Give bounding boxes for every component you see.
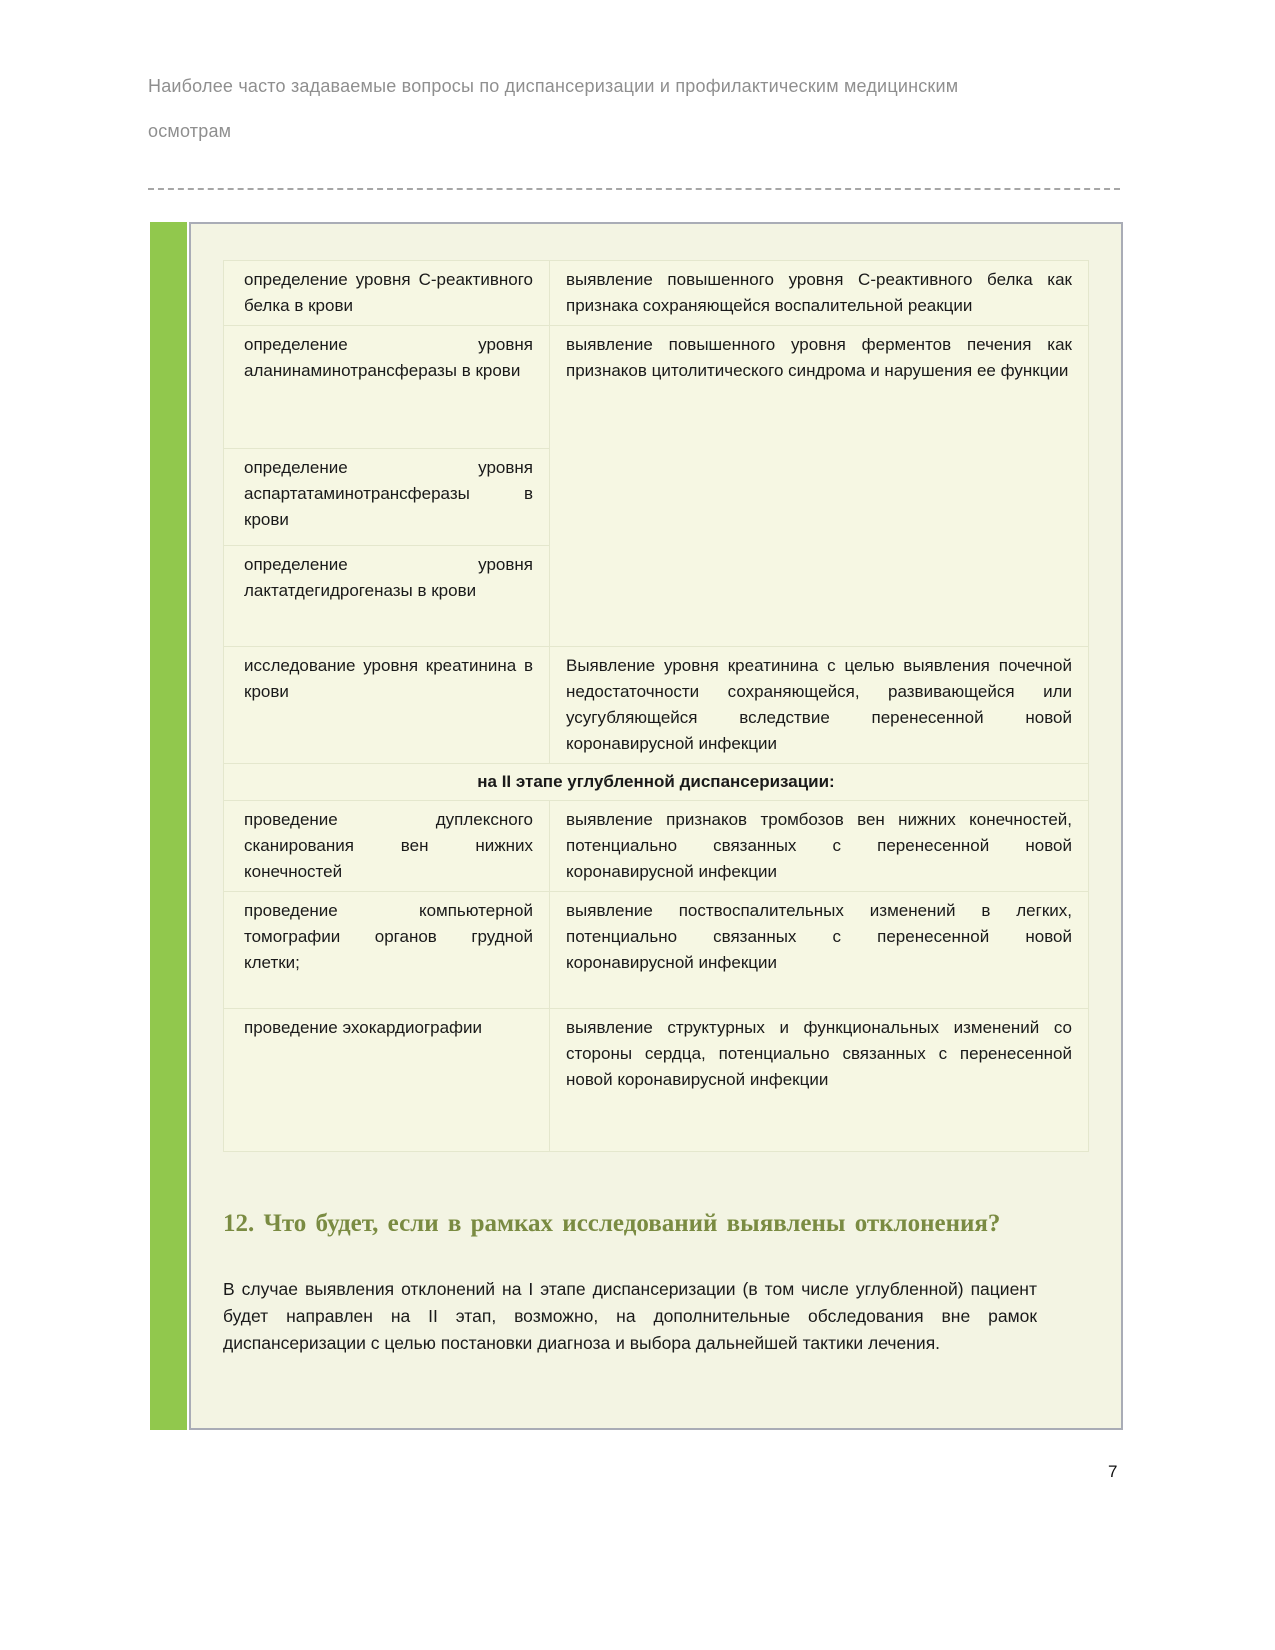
cell-exam: определение уровня лактатдегидрогеназы в крови: [224, 546, 550, 647]
green-accent-bar: [150, 222, 187, 1430]
table-row: [224, 326, 1089, 449]
table-row: [224, 1009, 1089, 1152]
question-heading: 12. Что будет, если в рамках исследований выявлены отклонения?: [223, 1210, 1001, 1237]
page-number: 7: [1108, 1462, 1118, 1481]
table-row: [224, 801, 1089, 892]
section-header-row: [224, 764, 1089, 801]
cell-purpose: выявление поствоспалительных изменений в легких, потенциально связанных с перенесенной новой коронавирусной инфекции: [550, 892, 1089, 1009]
question-body: В случае выявления отклонений на I этапе диспансеризации (в том числе углубленной) пациент будет направлен на II этап, возможно, на дополнительные обследования вне рамок диспансеризации с целью постановки диагноза и выбора дальнейшей тактики лечения.: [223, 1279, 1037, 1353]
running-header: Наиболее часто задаваемые вопросы по диспансеризации и профилактическим медицинским осмотрам: [148, 76, 959, 141]
cell-purpose: выявление повышенного уровня С-реактивного белка как признака сохраняющейся воспалительной реакции: [550, 261, 1089, 326]
cell-exam: проведение эхокардиографии: [224, 1009, 550, 1152]
section-header-label: на II этапе углубленной диспансеризации:: [224, 764, 1089, 801]
table-row: [224, 261, 1089, 326]
cell-exam: определение уровня С-реактивного белка в крови: [224, 261, 550, 326]
cell-purpose: выявление структурных и функциональных изменений со стороны сердца, потенциально связанных с перенесенной новой коронавирусной инфекции: [550, 1009, 1089, 1152]
cell-exam: проведение компьютерной томографии органов грудной клетки;: [224, 892, 550, 1009]
exams-table: [223, 260, 1089, 1152]
cell-exam: определение уровня аспартатаминотрансферазы в крови: [224, 449, 550, 546]
table-row: [224, 892, 1089, 1009]
cell-exam: определение уровня аланинаминотрансферазы в крови: [224, 326, 550, 449]
content-panel: [189, 222, 1123, 1430]
cell-exam: проведение дуплексного сканирования вен нижних конечностей: [224, 801, 550, 892]
cell-purpose: Выявление уровня креатинина с целью выявления почечной недостаточности сохраняющейся, развивающейся или усугубляющейся вследствие перенесенной новой коронавирусной инфекции: [550, 647, 1089, 764]
dashed-divider: [148, 188, 1120, 190]
cell-exam: исследование уровня креатинина в крови: [224, 647, 550, 764]
table-row: [224, 647, 1089, 764]
cell-purpose: выявление признаков тромбозов вен нижних конечностей, потенциально связанных с перенесенной новой коронавирусной инфекции: [550, 801, 1089, 892]
cell-purpose: выявление повышенного уровня ферментов печения как признаков цитолитического синдрома и нарушения ее функции: [550, 326, 1089, 647]
